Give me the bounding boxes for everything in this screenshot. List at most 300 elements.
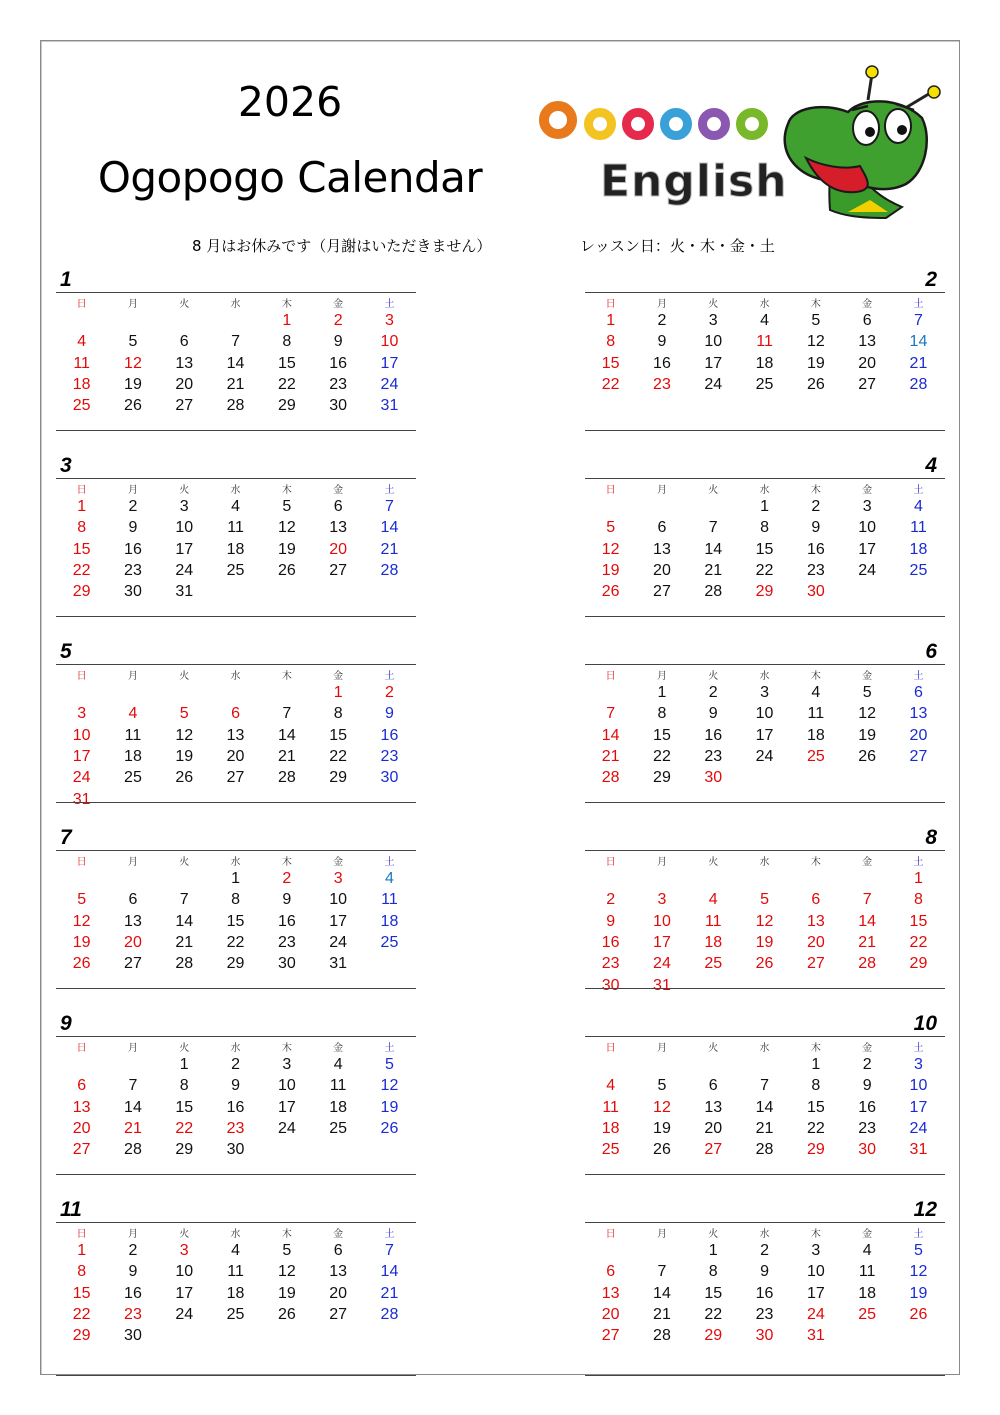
day-cell: 1	[231, 870, 240, 887]
day-cell: 8	[708, 1263, 718, 1281]
day-cell: 2	[128, 498, 138, 515]
day-cell: 10	[72, 726, 91, 744]
day-cell: 12	[124, 354, 142, 372]
day-cell: 27	[175, 397, 194, 415]
august-holiday-notice: 8 月はお休みです（月謝はいただきません）	[192, 237, 492, 255]
day-cell: 28	[704, 583, 723, 601]
day-cell: 23	[858, 1119, 877, 1137]
day-cell: 31	[806, 1327, 825, 1345]
weekday-label: 土	[384, 1043, 395, 1054]
day-cell: 17	[72, 747, 91, 765]
day-cell: 11	[807, 705, 825, 723]
day-cell: 1	[333, 684, 343, 701]
day-cell: 3	[282, 1056, 292, 1073]
weekday-label: 土	[384, 671, 395, 682]
day-cell: 24	[329, 933, 348, 951]
day-cell: 27	[601, 1327, 620, 1345]
month-top-rule	[585, 478, 945, 479]
day-cell: 4	[760, 312, 769, 329]
day-cell: 7	[708, 519, 718, 537]
weekday-label: 日	[605, 485, 616, 496]
weekday-header	[585, 481, 945, 495]
day-cell: 18	[72, 375, 91, 393]
day-cell: 10	[755, 705, 774, 723]
day-cell: 26	[653, 1141, 671, 1159]
day-cell: 6	[657, 519, 667, 537]
day-cell: 14	[124, 1098, 142, 1116]
day-cell: 30	[124, 1327, 142, 1345]
day-cell: 28	[755, 1141, 774, 1159]
day-cell: 24	[72, 769, 91, 787]
day-cell: 26	[72, 955, 91, 973]
day-cell: 30	[329, 397, 348, 415]
day-cell: 12	[277, 1263, 296, 1281]
day-cell: 15	[806, 1098, 825, 1116]
weekday-header	[585, 667, 945, 681]
day-cell: 28	[653, 1327, 671, 1345]
day-cell: 25	[380, 933, 399, 951]
weekday-label: 水	[759, 671, 770, 682]
weekday-label: 火	[708, 485, 719, 496]
day-cell: 29	[704, 1327, 723, 1345]
day-cell: 19	[277, 540, 296, 558]
weekday-label: 火	[708, 299, 719, 310]
day-cell: 24	[175, 1305, 194, 1323]
day-cell: 15	[277, 354, 296, 372]
day-cell: 17	[806, 1284, 825, 1302]
weekday-label: 金	[333, 485, 344, 496]
day-cell: 16	[226, 1098, 245, 1116]
day-cell: 14	[653, 1284, 671, 1302]
month-bottom-rule	[585, 430, 945, 431]
weekday-label: 月	[127, 857, 138, 868]
day-cell: 10	[329, 891, 348, 909]
day-cell: 1	[77, 498, 87, 515]
day-cell: 26	[858, 747, 877, 765]
day-cell: 2	[333, 312, 343, 329]
weekday-label: 木	[281, 857, 292, 868]
day-cell: 30	[277, 955, 296, 973]
day-cell: 14	[226, 354, 245, 372]
day-cell: 2	[606, 891, 616, 909]
day-cell: 10	[653, 912, 671, 930]
day-cell: 21	[380, 1284, 399, 1302]
weekday-label: 水	[759, 1043, 770, 1054]
day-cell: 21	[380, 540, 399, 558]
day-cell: 11	[124, 726, 142, 744]
weekday-label: 日	[76, 299, 87, 310]
day-cell: 22	[277, 375, 296, 393]
day-cell: 30	[601, 976, 620, 994]
day-cell: 19	[601, 561, 620, 579]
day-cell: 25	[755, 375, 774, 393]
day-cell: 21	[858, 933, 877, 951]
day-cell: 1	[606, 312, 616, 329]
weekday-label: 火	[179, 1229, 190, 1240]
day-cell: 5	[128, 333, 138, 351]
day-cell: 21	[226, 375, 245, 393]
day-cell: 13	[329, 519, 348, 537]
day-cell: 11	[329, 1077, 347, 1095]
day-cell: 17	[858, 540, 877, 558]
day-cell: 27	[858, 375, 877, 393]
day-cell: 13	[858, 333, 877, 351]
weekday-label: 木	[810, 485, 821, 496]
month-number: 1	[60, 268, 72, 291]
day-cell: 18	[124, 747, 142, 765]
day-cell: 14	[755, 1098, 774, 1116]
weekday-label: 金	[333, 299, 344, 310]
day-cell: 4	[913, 498, 923, 515]
month-number: 11	[60, 1198, 82, 1221]
weekday-label: 火	[708, 671, 719, 682]
day-cell: 7	[862, 891, 872, 909]
day-cell: 27	[806, 955, 825, 973]
day-cell: 26	[277, 561, 296, 579]
day-cell: 4	[333, 1056, 343, 1073]
day-cell: 26	[175, 769, 194, 787]
day-cell: 1	[657, 684, 667, 701]
day-cell: 18	[329, 1098, 348, 1116]
day-cell: 11	[858, 1263, 876, 1281]
day-cell: 24	[806, 1305, 825, 1323]
day-cell: 18	[755, 354, 774, 372]
weekday-header	[56, 667, 416, 681]
day-cell: 10	[380, 333, 399, 351]
day-cell: 23	[124, 561, 142, 579]
day-cell: 27	[653, 583, 671, 601]
day-cell: 20	[329, 540, 348, 558]
month-number: 12	[913, 1198, 937, 1221]
day-cell: 29	[755, 583, 774, 601]
day-cell: 2	[811, 498, 821, 515]
day-cell: 8	[231, 891, 240, 909]
day-cell: 22	[806, 1119, 825, 1137]
day-cell: 5	[179, 705, 189, 723]
day-cell: 19	[755, 933, 774, 951]
day-cell: 12	[806, 333, 825, 351]
day-cell: 9	[760, 1263, 769, 1281]
day-cell: 13	[806, 912, 825, 930]
weekday-label: 土	[384, 857, 395, 868]
day-cell: 30	[755, 1327, 774, 1345]
weekday-label: 日	[605, 1043, 616, 1054]
day-cell: 12	[858, 705, 877, 723]
day-cell: 19	[124, 375, 142, 393]
day-cell: 2	[384, 684, 394, 701]
day-cell: 8	[282, 333, 292, 351]
day-cell: 6	[811, 891, 821, 909]
weekday-label: 土	[913, 857, 924, 868]
day-cell: 25	[124, 769, 142, 787]
month-top-rule	[585, 850, 945, 851]
day-cell: 21	[277, 747, 296, 765]
day-cell: 13	[653, 540, 671, 558]
month-bottom-rule	[56, 1174, 416, 1175]
day-cell: 14	[380, 519, 399, 537]
day-cell: 7	[231, 333, 240, 351]
day-cell: 15	[175, 1098, 194, 1116]
day-cell: 28	[909, 375, 928, 393]
day-cell: 24	[755, 747, 774, 765]
day-cell: 5	[862, 684, 872, 701]
day-cell: 23	[124, 1305, 142, 1323]
day-cell: 18	[858, 1284, 877, 1302]
weekday-label: 金	[333, 1229, 344, 1240]
day-cell: 21	[124, 1119, 142, 1137]
day-cell: 8	[811, 1077, 821, 1095]
day-cell: 23	[380, 747, 399, 765]
weekday-label: 木	[281, 1043, 292, 1054]
day-cell: 1	[913, 870, 923, 887]
month-number: 9	[60, 1012, 72, 1035]
weekday-header	[56, 1039, 416, 1053]
day-cell: 25	[601, 1141, 620, 1159]
day-cell: 28	[124, 1141, 142, 1159]
weekday-label: 日	[605, 299, 616, 310]
day-cell: 30	[858, 1141, 877, 1159]
day-cell: 20	[175, 375, 194, 393]
day-cell: 12	[72, 912, 91, 930]
day-cell: 14	[601, 726, 620, 744]
day-cell: 8	[179, 1077, 189, 1095]
weekday-label: 火	[708, 1229, 719, 1240]
weekday-label: 日	[605, 857, 616, 868]
weekday-label: 月	[127, 671, 138, 682]
day-cell: 12	[755, 912, 774, 930]
month-top-rule	[585, 664, 945, 665]
day-cell: 28	[380, 561, 399, 579]
day-cell: 24	[653, 955, 671, 973]
month-5	[56, 642, 416, 828]
month-10	[585, 1014, 945, 1200]
month-3	[56, 456, 416, 642]
day-cell: 15	[226, 912, 245, 930]
day-cell: 11	[227, 1263, 244, 1281]
weekday-label: 月	[656, 1229, 667, 1240]
weekday-label: 水	[759, 299, 770, 310]
day-cell: 20	[806, 933, 825, 951]
day-cell: 25	[704, 955, 723, 973]
day-cell: 11	[227, 519, 244, 537]
day-cell: 29	[329, 769, 348, 787]
day-cell: 3	[384, 312, 394, 329]
day-cell: 5	[77, 891, 87, 909]
month-top-rule	[56, 478, 416, 479]
day-cell: 17	[277, 1098, 296, 1116]
day-cell: 17	[175, 1284, 194, 1302]
day-cell: 15	[653, 726, 671, 744]
month-7	[56, 828, 416, 1014]
day-cell: 12	[909, 1263, 928, 1281]
day-cell: 13	[601, 1284, 620, 1302]
day-cell: 7	[657, 1263, 667, 1281]
day-cell: 6	[708, 1077, 718, 1095]
day-cell: 31	[380, 397, 399, 415]
lesson-days-notice: レッスン日：火・木・金・土	[580, 237, 775, 255]
day-cell: 15	[329, 726, 348, 744]
month-11	[56, 1200, 416, 1386]
month-number: 2	[925, 268, 937, 291]
month-top-rule	[585, 1222, 945, 1223]
day-cell: 23	[329, 375, 348, 393]
day-cell: 30	[124, 583, 142, 601]
day-cell: 3	[77, 705, 87, 723]
day-cell: 9	[708, 705, 718, 723]
day-cell: 10	[909, 1077, 928, 1095]
month-bottom-rule	[585, 1375, 945, 1376]
day-cell: 11	[704, 912, 722, 930]
day-cell: 1	[282, 312, 292, 329]
day-cell: 25	[329, 1119, 348, 1137]
weekday-header	[585, 295, 945, 309]
day-cell: 28	[601, 769, 620, 787]
day-cell: 20	[329, 1284, 348, 1302]
day-cell: 6	[77, 1077, 87, 1095]
day-cell: 20	[909, 726, 928, 744]
day-cell: 16	[806, 540, 825, 558]
weekday-label: 土	[384, 299, 395, 310]
day-cell: 12	[601, 540, 620, 558]
day-cell: 23	[277, 933, 296, 951]
day-cell: 8	[606, 333, 616, 351]
day-cell: 29	[806, 1141, 825, 1159]
day-cell: 10	[175, 519, 194, 537]
day-cell: 21	[704, 561, 723, 579]
weekday-label: 木	[281, 1229, 292, 1240]
day-cell: 15	[909, 912, 928, 930]
day-cell: 5	[913, 1242, 923, 1259]
day-cell: 1	[708, 1242, 718, 1259]
weekday-label: 木	[281, 299, 292, 310]
day-cell: 19	[858, 726, 877, 744]
day-cell: 11	[381, 891, 398, 909]
day-cell: 20	[124, 933, 142, 951]
weekday-label: 金	[862, 671, 873, 682]
day-cell: 11	[602, 1098, 619, 1116]
month-number: 3	[60, 454, 72, 477]
day-cell: 6	[862, 312, 872, 329]
day-cell: 22	[226, 933, 245, 951]
month-1	[56, 270, 416, 456]
day-cell: 20	[858, 354, 877, 372]
day-cell: 22	[704, 1305, 723, 1323]
day-cell: 4	[128, 705, 138, 723]
day-cell: 17	[704, 354, 723, 372]
month-number: 10	[913, 1012, 937, 1035]
day-cell: 18	[909, 540, 928, 558]
month-8	[585, 828, 945, 1014]
weekday-label: 金	[333, 857, 344, 868]
day-cell: 27	[329, 561, 348, 579]
day-cell: 7	[282, 705, 292, 723]
day-cell: 1	[179, 1056, 189, 1073]
weekday-label: 土	[384, 1229, 395, 1240]
day-cell: 10	[277, 1077, 296, 1095]
weekday-label: 月	[127, 299, 138, 310]
logo-wordmark	[530, 62, 788, 207]
day-cell: 3	[760, 684, 769, 701]
day-cell: 5	[606, 519, 616, 537]
day-cell: 30	[806, 583, 825, 601]
day-cell: 2	[708, 684, 718, 701]
day-cell: 24	[277, 1119, 296, 1137]
day-cell: 17	[653, 933, 671, 951]
day-cell: 22	[175, 1119, 194, 1137]
day-cell: 1	[811, 1056, 821, 1073]
day-cell: 31	[72, 790, 91, 808]
weekday-header	[585, 853, 945, 867]
day-cell: 25	[909, 561, 928, 579]
day-cell: 12	[653, 1098, 671, 1116]
day-cell: 29	[175, 1141, 194, 1159]
day-cell: 14	[380, 1263, 399, 1281]
ogopogo-english-logo	[530, 62, 950, 222]
day-cell: 4	[606, 1077, 616, 1095]
day-cell: 2	[282, 870, 292, 887]
day-cell: 28	[226, 397, 245, 415]
day-cell: 16	[124, 540, 142, 558]
weekday-label: 日	[76, 671, 87, 682]
day-cell: 13	[175, 354, 194, 372]
day-cell: 7	[760, 1077, 769, 1095]
day-cell: 12	[277, 519, 296, 537]
svg-text:English: English	[600, 156, 788, 207]
day-cell: 24	[858, 561, 877, 579]
day-cell: 5	[811, 312, 821, 329]
weekday-label: 日	[76, 485, 87, 496]
day-cell: 8	[333, 705, 343, 723]
day-cell: 3	[333, 870, 343, 887]
weekday-label: 水	[230, 671, 241, 682]
day-cell: 23	[226, 1119, 245, 1137]
day-cell: 27	[72, 1141, 91, 1159]
month-bottom-rule	[56, 988, 416, 989]
day-cell: 6	[231, 705, 240, 723]
day-cell: 2	[231, 1056, 240, 1073]
weekday-label: 金	[333, 671, 344, 682]
day-cell: 2	[128, 1242, 138, 1259]
day-cell: 31	[653, 976, 671, 994]
day-cell: 10	[806, 1263, 825, 1281]
weekday-label: 水	[230, 485, 241, 496]
day-cell: 16	[755, 1284, 774, 1302]
day-cell: 19	[909, 1284, 928, 1302]
weekday-label: 日	[605, 1229, 616, 1240]
day-cell: 3	[913, 1056, 923, 1073]
day-cell: 14	[704, 540, 723, 558]
day-cell: 24	[380, 375, 399, 393]
weekday-label: 月	[656, 299, 667, 310]
day-cell: 10	[175, 1263, 194, 1281]
day-cell: 6	[128, 891, 138, 909]
day-cell: 9	[811, 519, 821, 537]
weekday-label: 木	[810, 857, 821, 868]
weekday-label: 火	[179, 671, 190, 682]
day-cell: 3	[708, 312, 718, 329]
day-cell: 8	[77, 519, 87, 537]
day-cell: 24	[175, 561, 194, 579]
day-cell: 28	[380, 1305, 399, 1323]
day-cell: 22	[653, 747, 671, 765]
month-number: 6	[925, 640, 937, 663]
day-cell: 2	[760, 1242, 769, 1259]
day-cell: 15	[755, 540, 774, 558]
day-cell: 23	[601, 955, 620, 973]
day-cell: 14	[277, 726, 296, 744]
day-cell: 26	[380, 1119, 399, 1137]
day-cell: 23	[806, 561, 825, 579]
